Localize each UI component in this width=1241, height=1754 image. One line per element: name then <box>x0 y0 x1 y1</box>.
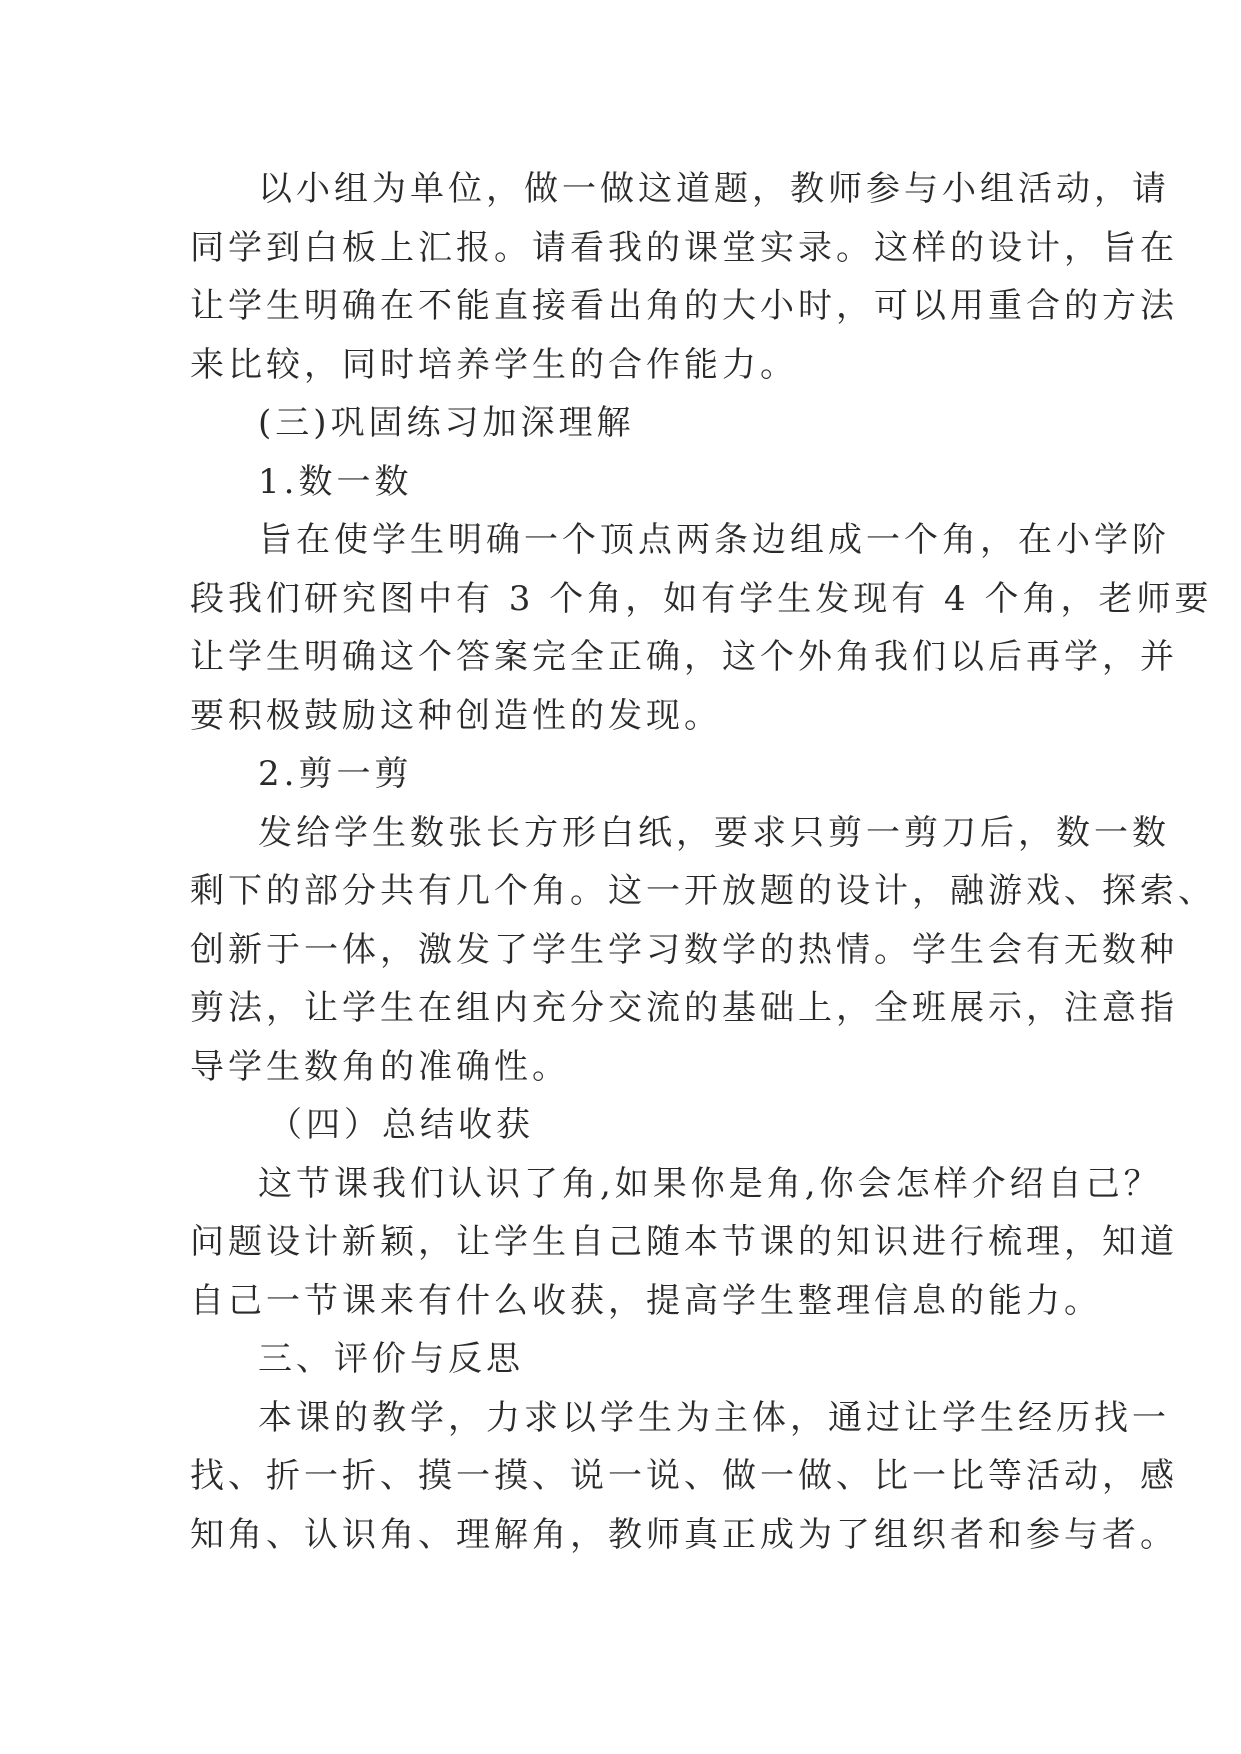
paragraph-5-line-1: 本课的教学，力求以学生为主体，通过让学生经历找一 <box>258 1397 1170 1438</box>
paragraph-1-line-1: 以小组为单位，做一做这道题，教师参与小组活动，请 <box>258 169 1170 209</box>
paragraph-3-line-5: 导学生数角的准确性。 <box>190 1046 570 1087</box>
paragraph-1-line-2: 同学到白板上汇报。请看我的课堂实录。这样的设计，旨在 <box>190 227 1178 268</box>
paragraph-3-line-2: 剩下的部分共有几个角。这一开放题的设计，融游戏、探索、 <box>190 871 1216 911</box>
subsection-heading-cut: 2.剪一剪 <box>258 754 413 794</box>
section-heading-evaluation: 三、评价与反思 <box>258 1339 524 1379</box>
paragraph-3-line-1: 发给学生数张长方形白纸，要求只剪一剪刀后，数一数 <box>258 812 1170 853</box>
paragraph-2-line-2: 段我们研究图中有 3 个角，如有学生发现有 4 个角，老师要 <box>190 578 1213 619</box>
paragraph-4-line-3: 自己一节课来有什么收获，提高学生整理信息的能力。 <box>190 1280 1102 1321</box>
paragraph-4-line-2: 问题设计新颖，让学生自己随本节课的知识进行梳理，知道 <box>190 1222 1178 1262</box>
paragraph-2-line-1: 旨在使学生明确一个顶点两条边组成一个角，在小学阶 <box>258 520 1170 560</box>
document-body <box>190 160 1216 1564</box>
paragraph-3-line-4: 剪法，让学生在组内充分交流的基础上，全班展示，注意指 <box>190 988 1178 1028</box>
paragraph-2-line-3: 让学生明确这个答案完全正确，这个外角我们以后再学，并 <box>190 637 1178 677</box>
subsection-heading-count: 1.数一数 <box>258 461 413 502</box>
paragraph-5-line-3: 知角、认识角、理解角，教师真正成为了组织者和参与者。 <box>190 1514 1178 1555</box>
paragraph-1-line-3: 让学生明确在不能直接看出角的大小时，可以用重合的方法 <box>190 286 1178 326</box>
paragraph-5-line-2: 找、折一折、摸一摸、说一说、做一做、比一比等活动，感 <box>190 1456 1178 1496</box>
paragraph-1-line-4: 来比较，同时培养学生的合作能力。 <box>190 344 798 385</box>
section-heading-consolidation: (三)巩固练习加深理解 <box>258 403 635 443</box>
paragraph-4-line-1: 这节课我们认识了角,如果你是角,你会怎样介绍自己？ <box>258 1163 1162 1204</box>
section-heading-summary: （四）总结收获 <box>268 1105 534 1145</box>
paragraph-3-line-3: 创新于一体，激发了学生学习数学的热情。学生会有无数种 <box>190 929 1178 970</box>
paragraph-2-line-4: 要积极鼓励这种创造性的发现。 <box>190 695 722 736</box>
